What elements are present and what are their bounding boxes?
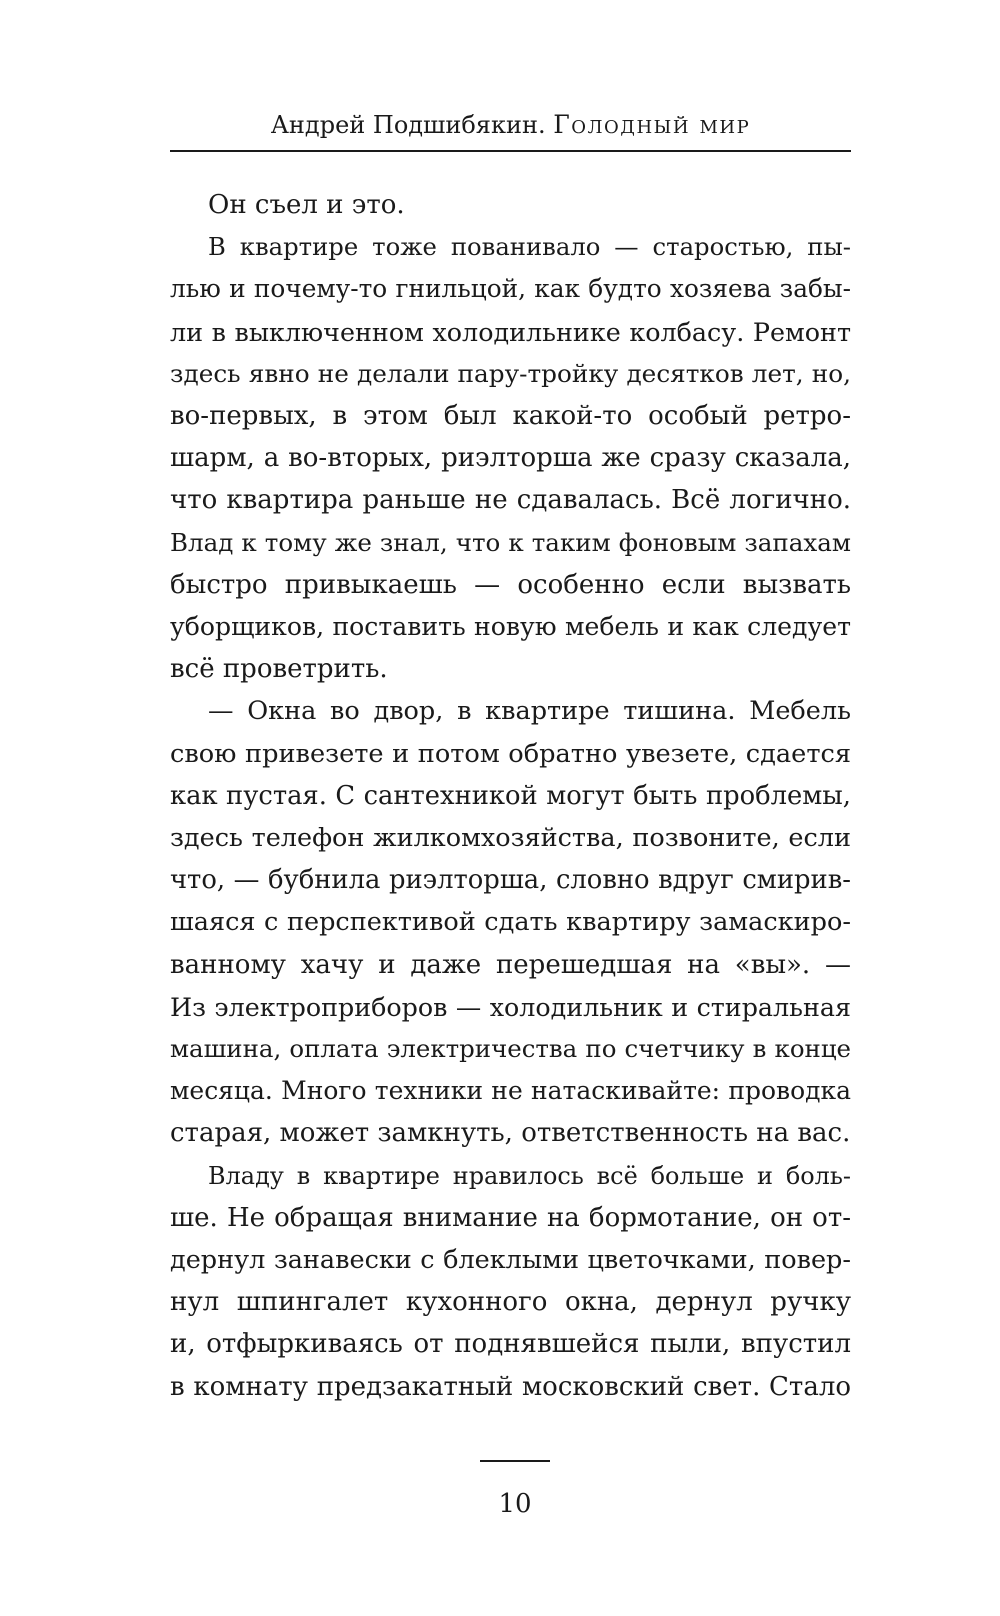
page-number: 10 — [498, 1489, 532, 1519]
text-line: — Окна во двор, в квартире тишина. Мебель — [208, 696, 851, 727]
text-line: ли в выключенном холодильнике колбасу. Ремонт — [170, 316, 851, 347]
text-line: дернул занавески с блеклыми цветочками, повер- — [170, 1245, 851, 1276]
text-line: Из электроприборов — холодильник и стиральная — [170, 991, 851, 1022]
text-line: всё проветрить. — [170, 654, 388, 685]
text-line: месяца. Много техники не натаскивайте: проводка — [170, 1076, 851, 1106]
text-line: что квартира раньше не сдавалась. Всё логично. — [170, 485, 851, 516]
text-line: лью и почему-то гнильцой, как будто хозяева забы- — [170, 274, 851, 304]
paragraph — [170, 184, 851, 226]
text-line: в комнату предзакатный московский свет. Стало — [170, 1371, 851, 1402]
text-line: что, — бубнила риэлторша, словно вдруг смирив- — [170, 865, 851, 896]
text-line: шаяся с перспективой сдать квартиру замаскиро- — [170, 907, 851, 938]
text-line: во-первых, в этом был какой-то особый ретро- — [170, 401, 851, 432]
text-line: уборщиков, поставить новую мебель и как следует — [170, 612, 851, 642]
paragraph — [170, 226, 851, 690]
paragraph — [170, 1155, 851, 1408]
paragraph — [170, 690, 851, 1154]
text-line: свою привезете и потом обратно увезете, сдается — [170, 738, 851, 769]
running-header — [170, 108, 851, 142]
header-author: Андрей Подшибякин. — [270, 111, 546, 139]
body-text — [170, 184, 851, 1408]
header-rule — [170, 150, 851, 152]
text-line: машина, оплата электричества по счетчику в конце — [170, 1034, 851, 1064]
text-line: Владу в квартире нравилось всё больше и боль- — [208, 1161, 851, 1190]
text-line: быстро привыкаешь — особенно если вызвать — [170, 569, 851, 600]
text-line: здесь телефон жилкомхозяйства, позвоните, если — [170, 823, 851, 854]
text-line: здесь явно не делали пару-тройку десятков лет, но, — [170, 358, 851, 388]
text-line: Влад к тому же знал, что к таким фоновым запахам — [170, 527, 851, 557]
footer-rule — [480, 1460, 550, 1462]
text-line: как пустая. С сантехникой могут быть проблемы, — [170, 780, 851, 811]
text-line: и, отфыркиваясь от поднявшейся пыли, впустил — [170, 1329, 851, 1360]
text-line: старая, может замкнуть, ответственность на вас. — [170, 1118, 851, 1149]
text-line: нул шпингалет кухонного окна, дернул ручку — [170, 1287, 851, 1318]
text-line: Он съел и это. — [208, 190, 405, 220]
text-line: В квартире тоже пованивало — старостью, пы- — [208, 232, 851, 262]
text-line: шарм, а во-вторых, риэлторша же сразу сказала, — [170, 443, 851, 474]
text-line: ванному хачу и даже перешедшая на «вы». — — [170, 949, 851, 980]
text-line: ше. Не обращая внимание на бормотание, он от- — [170, 1202, 851, 1233]
header-book-title: Голодный мир — [553, 110, 751, 139]
